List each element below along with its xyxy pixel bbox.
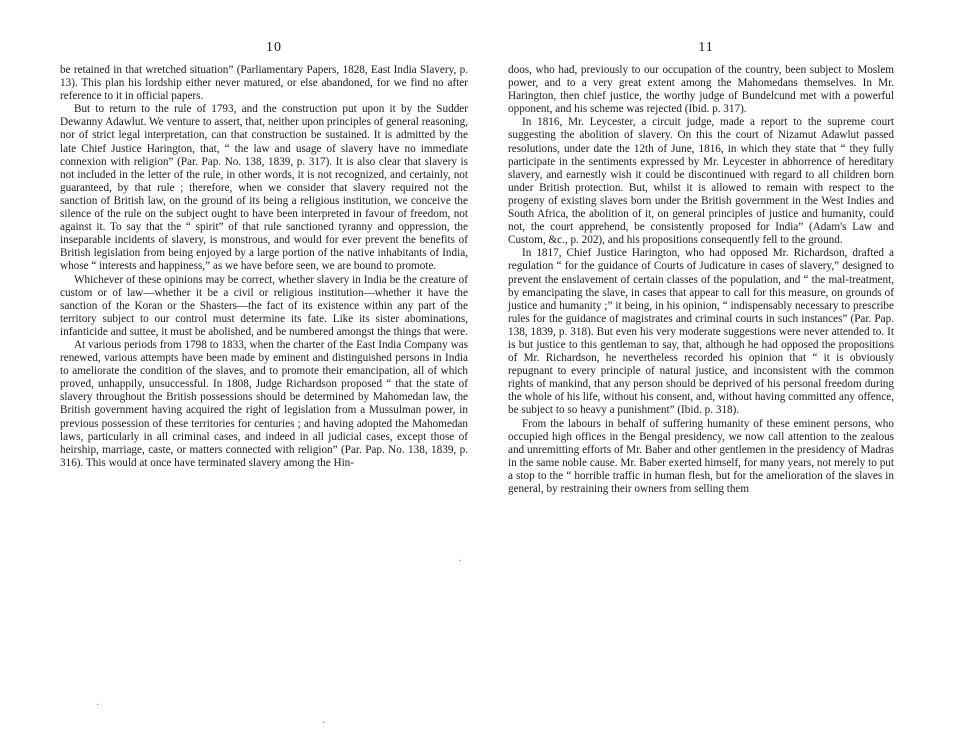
paragraph: But to return to the rule of 1793, and the construction put upon it by the Sudder Dewanny Adawlut. We venture to assert, that, neither upon principles of general reasoning, nor of strict legal interpretation, can that construction be sustained. It is admitted by the late Chief Justice Harington, that, “ the law and usage of slavery have no immediate connexion with religion” (Par. Pap. No. 138, 1839, p. 317). It is also clear that slavery is not included in the letter of the rule, in other words, it is not recognized, and certainly, not guaranteed, by that rule ; therefore, when we consider that slavery required not the sanction of British law, on the ground of its being a religious institution, we conceive the silence of the rule on the subject ought to have been interpreted in favour of freedom, not against it. To say that the “ spirit” of that rule sanctioned tyranny and oppression, the inseparable incidents of slavery, is monstrous, and would for ever prevent the benefits of British legislation from being enjoyed by a large portion of the native inhabitants of India, whose “ interests and happiness,” as we have before seen, we are bound to promote. xyxy=(60,103,468,273)
paragraph: In 1817, Chief Justice Harington, who had opposed Mr. Richardson, drafted a regulation “ for the guidance of Courts of Judicature in cases of slavery,” designed to prevent the enslavement of certain classes of the population, and “ the mal-treatment, by emancipating the slave, in cases that appear to call for this measure, on grounds of justice and humanity ;” it being, in his opinion, “ indispensably necessary to prescribe rules for the guidance of magistrates and criminal courts in such instances” (Par. Pap. 138, 1839, p. 318). But even his very moderate suggestions were never attended to. It is but justice to this gentleman to say, that, although he had opposed the propositions of Mr. Richardson, he nevertheless recorded his opinion that “ it is obviously repugnant to every principle of natural justice, and inconsistent with the common rights of mankind, that any person should be deprived of his personal freedom during the whole of his life, without his consent, and, without having committed any offence, be subject to so heavy a punishment” (Ibid. p. 318). xyxy=(508,247,894,417)
paragraph: be retained in that wretched situation” (Parliamentary Papers, 1828, East India Slavery, p. 13). This plan his lordship either never matured, or else abandoned, for we find no after reference to it in official papers. xyxy=(60,64,468,103)
paragraph: doos, who had, previously to our occupation of the country, been subject to Moslem power, and to a very great extent among the Mahomedans themselves. In Mr. Harington, then chief justice, the worthy judge of Bundelcund met with a powerful opponent, and his scheme was rejected (Ibid. p. 317). xyxy=(508,64,894,116)
page-number: 10 xyxy=(266,40,282,55)
scan-speck: · xyxy=(458,556,462,567)
page-body xyxy=(508,64,894,496)
paragraph: At various periods from 1798 to 1833, when the charter of the East India Company was renewed, various attempts have been made by eminent and distinguished persons in India to ameliorate the condition of the slaves, and to promote their emancipation, all of which proved, unhappily, unsuccessful. In 1808, Judge Richardson proposed “ that the state of slavery throughout the British possessions should be determined by Mahomedan law, the British government having acquired the right of legislation from a Mussulman power, in previous possession of these territories for centuries ; and having adopted the Mahomedan laws, particularly in all criminal cases, and indeed in all judicial cases, except those of heirship, marriage, caste, or matters connected with religion” (Par. Pap. No. 138, 1839, p. 316). This would at once have terminated slavery among the Hin- xyxy=(60,338,468,469)
paragraph: In 1816, Mr. Leycester, a circuit judge, made a report to the supreme court suggesting the abolition of slavery. On this the court of Nizamut Adawlut passed resolutions, under date the 12th of June, 1816, in which they state that “ they fully participate in the sentiments expressed by Mr. Leycester in abhorrence of hereditary slavery, and earnestly wish it could be discontinued with regard to all children born under British protection. But, whilst it is allowed to remain with respect to the progeny of existing slaves born under the British government in the West Indies and South Africa, the abolition of it, on general principles of justice and humanity, could not, the court apprehend, be consistently proposed for India” (Adam's Law and Custom, &c., p. 202), and his propositions consequently fell to the ground. xyxy=(508,116,894,247)
left-page xyxy=(60,0,468,747)
page-body xyxy=(60,64,468,470)
paragraph: From the labours in behalf of suffering humanity of these eminent persons, who occupied high offices in the Bengal presidency, we now call attention to the zealous and unremitting efforts of Mr. Baber and other gentlemen in the presidency of Madras in the same noble cause. Mr. Baber exerted himself, for many years, not merely to put a stop to the “ horrible traffic in human flesh, but for the amelioration of the slaves in general, by restraining their owners from selling them xyxy=(508,417,894,495)
paragraph: Whichever of these opinions may be correct, whether slavery in India be the creature of custom or of law—whether it be a civil or religious institution—whether it have the sanction of the Koran or the Shasters—the fact of its existence within any part of the territory subject to our control must determine its fate. Like its sister abominations, infanticide and suttee, it must be abolished, and be numbered amongst the things that were. xyxy=(60,273,468,338)
page-number: 11 xyxy=(698,40,714,55)
scan-speck: · xyxy=(96,700,100,711)
right-page xyxy=(508,0,894,747)
scan-speck: · xyxy=(322,718,326,729)
